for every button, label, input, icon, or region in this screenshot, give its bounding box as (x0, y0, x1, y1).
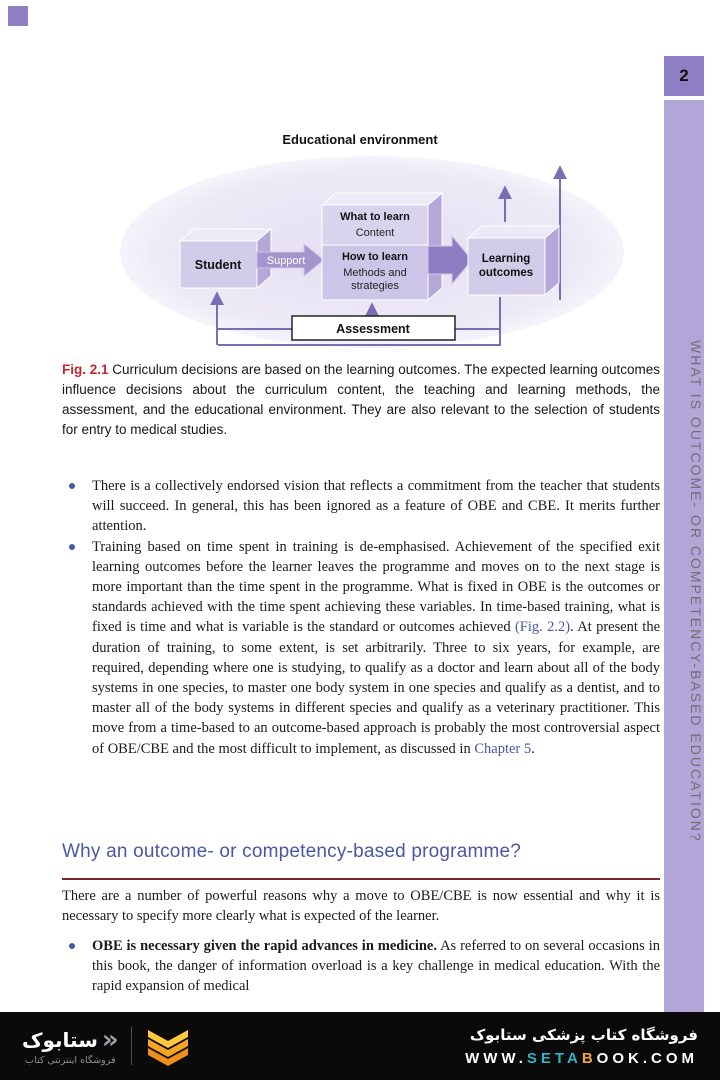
intro-paragraph: There are a number of powerful reasons why a move to OBE/CBE is now essential and why it is necessary to specify more clearly what is expected of the learner. (62, 888, 660, 925)
bullet-list (62, 476, 660, 759)
how-to-learn-label: How to learn (341, 251, 409, 263)
content-methods-box (322, 193, 442, 300)
page-number: 2 (679, 66, 689, 85)
logo-divider (131, 1027, 132, 1065)
chapter-side-band (664, 100, 704, 1012)
learning-outcomes-box (468, 226, 559, 295)
logo-text-block (22, 1024, 119, 1066)
figure-caption (62, 360, 660, 440)
figure-caption-text: Curriculum decisions are based on the learning outcomes. The expected learning outcomes influence decisions about the curriculum content, the teaching and learning methods, the assessment, and the educational environment. They are also relevant to the selection of students for entry to medical studies. (62, 362, 661, 437)
list-item (62, 537, 660, 759)
website-url[interactable] (465, 1050, 698, 1067)
store-title: فروشگاه کتاب پزشکی ستابوک (469, 1025, 698, 1044)
corner-accent-square (8, 6, 28, 26)
url-www: WWW. (465, 1049, 527, 1067)
figure-2-2-link[interactable]: (Fig. 2.2) (514, 619, 571, 636)
figure-caption-label: Fig. 2.1 (62, 362, 109, 377)
heading-rule (62, 878, 660, 880)
setabook-logo[interactable] (22, 1026, 192, 1066)
page-number-badge (664, 56, 704, 96)
bullet-dot (69, 943, 75, 949)
what-to-learn-label: What to learn (340, 211, 410, 223)
url-rest: OOK.COM (596, 1049, 698, 1067)
section-heading: Why an outcome- or competency-based programme? (62, 841, 522, 862)
student-label: Student (194, 258, 242, 272)
assessment-box (292, 316, 455, 340)
list-item-text-part: . At present the duration of training, to some extent, is set arbitrarily. Three to six years, for example, are required, depending where one is studying, to qualify as a doctor and learn about all of the body systems in one species, to master one body system in one species and qualify as a dentist, and to master all of the body systems in different species and qualify as a veterinary practitioner. This move from a time-based to an outcome-based approach is probably the most controversial aspect of OBE/CBE and the most difficult to implement, as discussed in (92, 619, 661, 757)
bullet-dot (69, 544, 75, 550)
outcomes-label-1: Learning (481, 253, 531, 265)
methods-label-1: Methods and (343, 267, 407, 279)
url-b: B (581, 1049, 597, 1067)
content-label: Content (355, 227, 395, 239)
url-seta: SETA (526, 1049, 582, 1067)
bullet-dot (69, 483, 75, 489)
bullet-list-continued (62, 936, 660, 997)
diagram-title: Educational environment (282, 132, 438, 147)
list-item-text: There is a collectively endorsed vision that reflects a commitment from the teacher that students will succeed. In general, this has been ignored as a feature of OBE and CBE. It merits further attention. (92, 478, 660, 535)
logo-chevron-icon: « (101, 1024, 119, 1055)
list-item-text (92, 938, 660, 994)
logo-book-icon (144, 1026, 192, 1066)
chapter-title-vertical: WHAT IS OUTCOME- OR COMPETENCY-BASED EDUCATION? (688, 339, 704, 843)
outcomes-label-2: outcomes (478, 267, 534, 279)
store-footer (0, 1012, 720, 1080)
list-item-text-part: As referred to on several occasions in this book, the danger of information overload is a key challenge in medical education. With the rapid expansion of medical (92, 938, 660, 995)
logo-wordmark (22, 1024, 119, 1055)
curriculum-diagram (60, 148, 660, 360)
list-item (62, 936, 660, 997)
list-item-bold-lead: OBE is necessary given the rapid advances in medicine. (92, 938, 437, 954)
list-item-text (92, 539, 660, 757)
support-label: Support (266, 255, 306, 267)
list-item-text-part: Training based on time spent in training is de-emphasised. Achievement of the specified exit learning outcomes before the learner leaves the programme and moves on to the next stage is more important than the time spent in the programme. What is fixed in OBE is the outcomes or standards achieved with the time spent achieving these variables. In time-based training, what is fixed is time and what is variable is the standard or outcomes achieved (92, 538, 660, 636)
footer-store-info (465, 1026, 698, 1067)
methods-label-2: strategies (351, 280, 399, 292)
logo-subtitle: فروشگاه اینترنتی کتاب (25, 1054, 116, 1066)
list-item (62, 476, 660, 537)
assessment-label: Assessment (336, 322, 410, 336)
chapter-5-link[interactable]: Chapter 5 (474, 740, 532, 757)
list-item-text-part: . (531, 740, 535, 757)
logo-name-text: ستابوک (22, 1027, 98, 1052)
